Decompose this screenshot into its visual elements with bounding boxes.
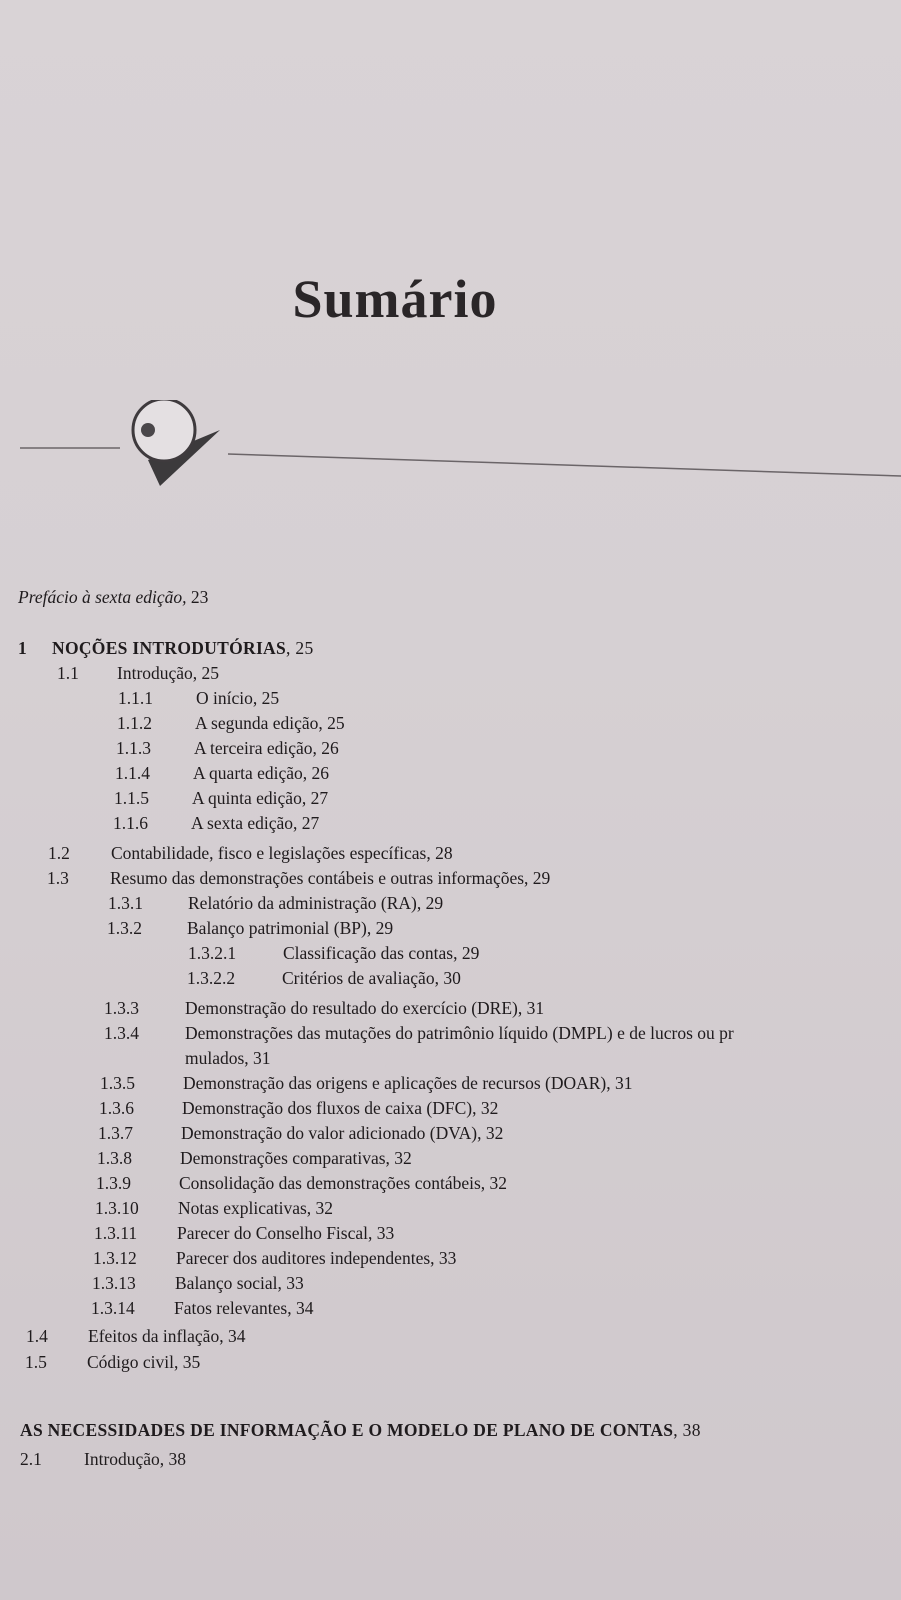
toc-chapter-2[interactable]: AS NECESSIDADES DE INFORMAÇÃO E O MODELO DE PLANO DE CONTAS, 38 bbox=[20, 1420, 701, 1440]
entry-text: O início, 25 bbox=[196, 688, 280, 708]
entry-text: Introdução, 25 bbox=[117, 663, 220, 683]
entry-number: 1.3.13 bbox=[92, 1273, 136, 1293]
entry-text: A segunda edição, 25 bbox=[195, 713, 345, 733]
entry-number: 1.5 bbox=[25, 1352, 47, 1372]
entry-text: A quinta edição, 27 bbox=[192, 788, 329, 808]
entry-number: 1.1.6 bbox=[113, 813, 148, 833]
entry-text: A sexta edição, 27 bbox=[191, 813, 320, 833]
toc-chapter-1[interactable] bbox=[18, 638, 314, 659]
entry-number: 1.3.10 bbox=[95, 1198, 139, 1218]
entry-number: 1.4 bbox=[26, 1326, 48, 1346]
entry-number: 1.3.14 bbox=[91, 1298, 135, 1318]
entry-text: Demonstração do valor adicionado (DVA), 32 bbox=[181, 1123, 504, 1143]
entry-text: Demonstrações comparativas, 32 bbox=[180, 1148, 412, 1168]
entry-text: Consolidação das demonstrações contábeis, 32 bbox=[179, 1173, 508, 1193]
entry-number: 1.3.3 bbox=[104, 998, 139, 1018]
entry-number: 1.3.2 bbox=[107, 918, 142, 938]
entry-number: 1.3.5 bbox=[100, 1073, 135, 1093]
entry-text: Relatório da administração (RA), 29 bbox=[188, 893, 444, 913]
entry-text: Resumo das demonstrações contábeis e outras informações, 29 bbox=[110, 868, 551, 888]
entry-number: 1.2 bbox=[48, 843, 70, 863]
entry-text: Efeitos da inflação, 34 bbox=[88, 1326, 246, 1346]
entry-text: Demonstrações das mutações do patrimônio líquido (DMPL) e de lucros ou pr bbox=[185, 1023, 734, 1043]
entry-number: 1.3.2.1 bbox=[188, 943, 237, 963]
entry-text: Balanço patrimonial (BP), 29 bbox=[187, 918, 394, 938]
entry-text: Balanço social, 33 bbox=[175, 1273, 304, 1293]
entry-number: 1.1.5 bbox=[114, 788, 149, 808]
entry-text: mulados, 31 bbox=[185, 1048, 271, 1068]
entry-number: 1.1.4 bbox=[115, 763, 150, 783]
entry-number: 1.3.12 bbox=[93, 1248, 137, 1268]
entry-number: 1.3.7 bbox=[98, 1123, 133, 1143]
entry-number: 1.1.1 bbox=[118, 688, 153, 708]
entry-number: 1.3.8 bbox=[97, 1148, 132, 1168]
entry-text: Demonstração do resultado do exercício (DRE), 31 bbox=[185, 998, 545, 1018]
entry-text: Classificação das contas, 29 bbox=[283, 943, 480, 963]
entry-number: 1.1 bbox=[57, 663, 79, 683]
entry-text: Parecer dos auditores independentes, 33 bbox=[176, 1248, 457, 1268]
entry-text: Contabilidade, fisco e legislações específicas, 28 bbox=[111, 843, 453, 863]
preface-text: Prefácio à sexta edição bbox=[18, 587, 183, 607]
entry-number: 1.1.2 bbox=[117, 713, 152, 733]
entry-number: 1.1.3 bbox=[116, 738, 151, 758]
entry-number: 1.3.1 bbox=[108, 893, 143, 913]
entry-number: 1.3.2.2 bbox=[187, 968, 236, 988]
entry-number: 1.3.9 bbox=[96, 1173, 131, 1193]
toc-preface[interactable]: Prefácio à sexta edição, 23 bbox=[18, 587, 209, 607]
entry-number: 1.3 bbox=[47, 868, 69, 888]
entry-number: 1.3.11 bbox=[94, 1223, 138, 1243]
chapter-page: 25 bbox=[295, 638, 314, 658]
entry-number: 2.1 bbox=[20, 1449, 42, 1469]
entry-text: Demonstração das origens e aplicações de recursos (DOAR), 31 bbox=[183, 1073, 633, 1093]
preface-page: 23 bbox=[190, 587, 209, 607]
entry-text: Demonstração dos fluxos de caixa (DFC), 32 bbox=[182, 1098, 499, 1118]
entry-text: A terceira edição, 26 bbox=[194, 738, 339, 758]
chapter-title-wrap: NOÇÕES INTRODUTÓRIAS, 25 bbox=[52, 638, 314, 658]
entry-number: 1.3.4 bbox=[104, 1023, 139, 1043]
chapter-title: AS NECESSIDADES DE INFORMAÇÃO E O MODELO DE PLANO DE CONTAS bbox=[20, 1420, 674, 1440]
entry-text: Parecer do Conselho Fiscal, 33 bbox=[177, 1223, 395, 1243]
entry-number: 1.3.6 bbox=[99, 1098, 134, 1118]
entry-text: A quarta edição, 26 bbox=[193, 763, 330, 783]
entry-text: Introdução, 38 bbox=[84, 1449, 187, 1469]
entry-text: Fatos relevantes, 34 bbox=[174, 1298, 314, 1318]
chapter-title: NOÇÕES INTRODUTÓRIAS bbox=[52, 638, 287, 658]
entry-text: Critérios de avaliação, 30 bbox=[282, 968, 461, 988]
page-title: Sumário bbox=[292, 269, 498, 329]
entry-text: Código civil, 35 bbox=[87, 1352, 201, 1372]
chapter-page: 38 bbox=[682, 1420, 701, 1440]
chapter-number: 1 bbox=[18, 638, 28, 658]
entry-text: Notas explicativas, 32 bbox=[178, 1198, 334, 1218]
